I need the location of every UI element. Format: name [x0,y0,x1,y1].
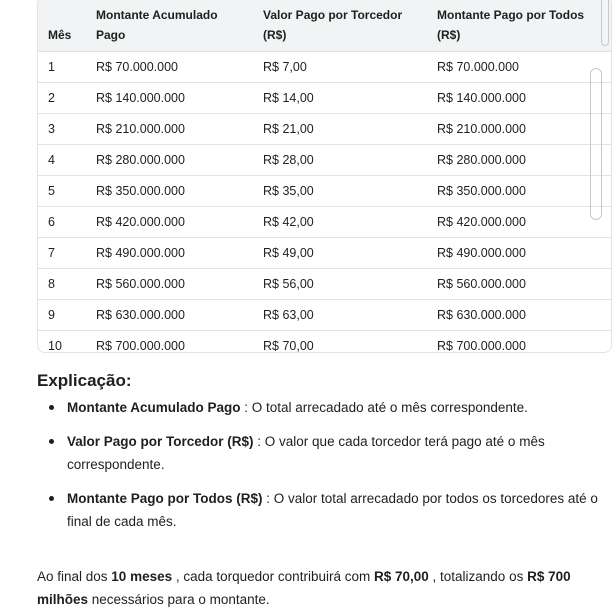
explanation-heading: Explicação: [37,371,132,390]
cell-month: 9 [38,300,86,331]
cell-accumulated: R$ 490.000.000 [86,238,253,269]
cell-accumulated: R$ 280.000.000 [86,145,253,176]
conclusion-text: necessários para o montante. [88,592,270,607]
cell-accumulated: R$ 210.000.000 [86,114,253,145]
bullet-icon [49,405,54,410]
cell-per-fan: R$ 63,00 [253,300,427,331]
cell-accumulated: R$ 630.000.000 [86,300,253,331]
cell-month: 3 [38,114,86,145]
cell-all-fans: R$ 210.000.000 [427,114,611,145]
cell-per-fan: R$ 49,00 [253,238,427,269]
table-body [38,52,611,354]
term-description: : O valor que cada torcedor terá pago até o mês correspondente. [67,434,545,472]
table-row [38,331,611,354]
conclusion-text: Ao final dos [37,569,112,584]
cell-all-fans: R$ 560.000.000 [427,269,611,300]
cell-all-fans: R$ 700.000.000 [427,331,611,354]
cell-per-fan: R$ 35,00 [253,176,427,207]
cell-month: 10 [38,331,86,354]
conclusion-paragraph [37,565,612,611]
cell-per-fan: R$ 28,00 [253,145,427,176]
header-month: Mês [38,0,86,52]
cell-month: 7 [38,238,86,269]
cell-month: 5 [38,176,86,207]
list-item [67,487,612,533]
table-row [38,300,611,331]
cell-accumulated: R$ 560.000.000 [86,269,253,300]
table-row [38,207,611,238]
table-scrollbar[interactable] [590,68,602,220]
cell-all-fans: R$ 70.000.000 [427,52,611,83]
cell-per-fan: R$ 14,00 [253,83,427,114]
explanation-list [37,396,612,544]
cell-all-fans: R$ 420.000.000 [427,207,611,238]
list-item [67,396,612,419]
cell-month: 4 [38,145,86,176]
cell-accumulated: R$ 70.000.000 [86,52,253,83]
cell-all-fans: R$ 490.000.000 [427,238,611,269]
table-row [38,238,611,269]
conclusion-text: , totalizando os [428,569,528,584]
conclusion-bold: R$ 70,00 [373,569,429,584]
term-description: : O valor total arrecadado por todos os torcedores até o final de cada mês. [67,491,598,529]
list-item [67,430,612,476]
term-label: Montante Pago por Todos (R$) [67,491,263,506]
table-header-row [38,0,611,52]
cell-per-fan: R$ 70,00 [253,331,427,354]
cell-per-fan: R$ 56,00 [253,269,427,300]
cell-per-fan: R$ 42,00 [253,207,427,238]
term-label: Montante Acumulado Pago [67,400,241,415]
conclusion-bold: R$ 700 milhões [37,569,571,607]
conclusion-text: , cada torquedor contribuirá com [172,569,374,584]
header-per-fan: Valor Pago por Torcedor (R$) [253,0,427,52]
table-row [38,176,611,207]
table-row [38,83,611,114]
payment-table [38,0,611,353]
cell-accumulated: R$ 700.000.000 [86,331,253,354]
cell-per-fan: R$ 21,00 [253,114,427,145]
cell-month: 6 [38,207,86,238]
cell-all-fans: R$ 350.000.000 [427,176,611,207]
cell-month: 2 [38,83,86,114]
table-row [38,114,611,145]
term-description: : O total arrecadado até o mês correspondente. [240,400,528,415]
table-row [38,52,611,83]
cell-accumulated: R$ 420.000.000 [86,207,253,238]
cell-accumulated: R$ 350.000.000 [86,176,253,207]
term-label: Valor Pago por Torcedor (R$) [67,434,254,449]
cell-month: 8 [38,269,86,300]
cell-all-fans: R$ 280.000.000 [427,145,611,176]
cell-per-fan: R$ 7,00 [253,52,427,83]
header-accumulated: Montante Acumulado Pago [86,0,253,52]
cell-all-fans: R$ 140.000.000 [427,83,611,114]
bullet-icon [49,439,54,444]
cell-month: 1 [38,52,86,83]
table-row [38,145,611,176]
cell-all-fans: R$ 630.000.000 [427,300,611,331]
conclusion-bold: 10 meses [111,569,173,584]
data-table-card [37,0,612,353]
cell-accumulated: R$ 140.000.000 [86,83,253,114]
header-all-fans: Montante Pago por Todos (R$) [427,0,611,52]
table-row [38,269,611,300]
header-scrollbar[interactable] [601,0,609,46]
bullet-icon [49,496,54,501]
